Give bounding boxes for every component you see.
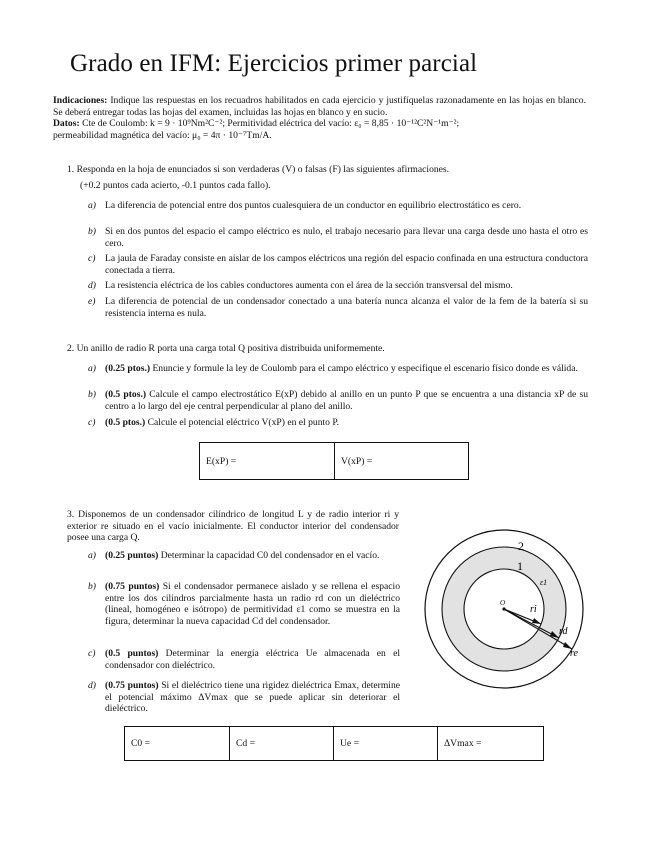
answer-cell-c0[interactable]: C0 =: [125, 727, 230, 761]
answer-cell-field[interactable]: E(xP) =: [200, 443, 335, 480]
item-points: (0.5 ptos.): [105, 417, 146, 428]
item-points: (0.75 puntos): [105, 680, 159, 691]
data-label: Datos:: [53, 118, 80, 130]
item-text: La diferencia de potencial entre dos puntos cualesquiera de un conductor en equilibrio electrostático es cero.: [105, 200, 522, 211]
re-label: re: [570, 648, 578, 659]
item-label: e): [88, 296, 96, 307]
item-points: (0.25 ptos.): [105, 363, 151, 374]
q1-number: 1.: [67, 164, 75, 175]
item-points: (0.25 puntos): [105, 550, 159, 561]
inner-label: 1: [517, 559, 523, 573]
coulomb-constant: Cte de Coulomb: k = 9 · 10⁹Nm²C⁻²; Permitividad eléctrica del vacío: ε₀ = 8,85 · 10⁻¹²C²N⁻¹m⁻²;: [82, 118, 460, 130]
answer-cell-potential[interactable]: V(xP) =: [335, 443, 469, 480]
permeability-constant: permeabilidad magnética del vacío: μ₀ = 4π · 10⁻⁷Tm/A.: [53, 129, 272, 141]
q3-answer-table: [124, 726, 544, 761]
item-label: b): [88, 581, 96, 592]
rd-label: rd: [559, 626, 568, 637]
item-label: a): [88, 200, 96, 211]
q2-text: Un anillo de radio R porta una carga total Q positiva distribuida uniformemente.: [76, 343, 385, 354]
item-text: Enuncie y formule la ley de Coulomb para el campo eléctrico y especifique el escenario físico donde es válida.: [150, 363, 578, 374]
item-text: Si el condensador permanece aislado y se rellena el espacio entre los dos cilindros parcialmente hasta un radio rd con un dieléctrico (lineal, homogéneo e isótropo) de permitividad ε1 como se muestra en la figura, determinar la nueva capacidad Cd del condensador.: [105, 581, 400, 627]
item-label: a): [88, 550, 96, 561]
item-text: Si en dos puntos del espacio el campo eléctrico es nulo, el trabajo necesario para llevar una carga desde uno hasta el otro es cero.: [105, 226, 588, 249]
item-label: b): [88, 226, 96, 237]
item-text: Determinar la energía eléctrica Ue almacenada en el condensador con dieléctrico.: [105, 648, 400, 671]
item-points: (0.75 puntos): [105, 581, 160, 592]
item-label: a): [88, 363, 96, 374]
answer-cell-cd[interactable]: Cd =: [230, 727, 334, 761]
item-label: c): [88, 253, 96, 264]
item-label: c): [88, 648, 96, 659]
instructions-label: Indicaciones:: [53, 95, 108, 106]
q1-scoring: (+0.2 puntos cada acierto, -0.1 puntos cada fallo).: [80, 180, 271, 191]
ri-label: ri: [530, 604, 537, 615]
answer-cell-ue[interactable]: Ue =: [334, 727, 438, 761]
item-label: d): [88, 680, 96, 691]
item-text: Calcule el campo electrostático E(xP) debido al anillo en un punto P que se encuentra a una distancia xP de su centro a lo largo del eje central perpendicular al plano del anillo.: [105, 389, 588, 412]
capacitor-figure: [420, 525, 590, 700]
instructions-block: [53, 95, 586, 141]
item-text: La diferencia de potencial de un condensador conectado a una batería nunca alcanza el valor de la fem de la batería si su resistencia interna es nula.: [105, 296, 588, 319]
q3-text: Disponemos de un condensador cilíndrico de longitud L y de radio interior ri y exterior re situado en el vacío inicialmente. El conductor interior del condensador posee una carga Q.: [67, 509, 399, 544]
page-title: Grado en IFM: Ejercicios primer parcial: [70, 50, 478, 77]
item-points: (0.5 ptos.): [105, 389, 147, 400]
q2-number: 2.: [67, 343, 75, 354]
instructions-text: Indique las respuestas en los recuadros habilitados en cada ejercicio y justifíquelas razonadamente en las hojas en blanco. Se deberá entregar todas las hojas del examen, incluidas las hojas en blanco y en sucio.: [53, 95, 586, 118]
q2-answer-table: [199, 442, 469, 480]
q3-statement: [67, 509, 399, 544]
item-text: La jaula de Faraday consiste en aislar de los campos eléctricos una región del espacio confinada en una estructura conductora conectada a tierra.: [105, 253, 588, 276]
item-text: Determinar la capacidad C0 del condensador en el vacío.: [158, 550, 380, 561]
q2-statement: [67, 343, 385, 355]
item-text: Si el dieléctrico tiene una rigidez dieléctrica Emax, determine el potencial máximo ΔVmax que se puede aplicar sin deteriorar el dieléctrico.: [105, 680, 401, 715]
epsilon-label: ε1: [540, 578, 548, 587]
item-label: b): [88, 389, 96, 400]
item-label: d): [88, 280, 96, 291]
answer-cell-vmax[interactable]: ΔVmax =: [438, 727, 544, 761]
item-text: Calcule el potencial eléctrico V(xP) en el punto P.: [145, 417, 340, 428]
item-points: (0.5 puntos): [105, 648, 159, 659]
outer-label: 2: [518, 539, 524, 553]
item-text: La resistencia eléctrica de los cables conductores aumenta con el área de la sección transversal del mismo.: [105, 280, 513, 291]
q3-number: 3.: [67, 509, 75, 520]
q1-text: Responda en la hoja de enunciados si son verdaderas (V) o falsas (F) las siguientes afirmaciones.: [76, 164, 450, 175]
item-label: c): [88, 417, 96, 428]
center-label: O: [500, 599, 506, 607]
q1-statement: [67, 164, 587, 176]
